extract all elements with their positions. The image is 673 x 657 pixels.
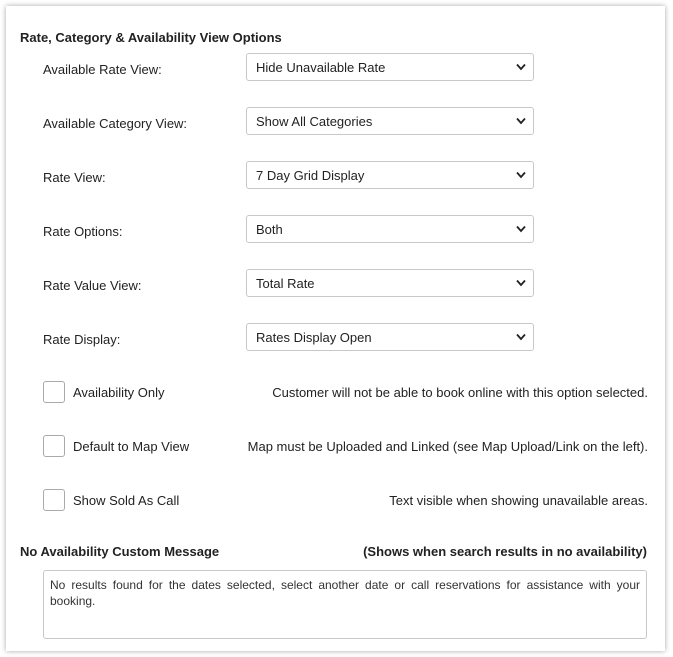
label-rate-display: Rate Display:: [43, 332, 121, 347]
default-map-view-checkbox[interactable]: [43, 435, 65, 457]
show-sold-as-call-label[interactable]: Show Sold As Call: [73, 493, 180, 508]
select-value: Both: [256, 222, 283, 237]
availability-only-note: Customer will not be able to book online with this option selected.: [272, 385, 648, 400]
default-map-view-note: Map must be Uploaded and Linked (see Map Upload/Link on the left).: [247, 439, 648, 454]
select-rate-display[interactable]: [246, 323, 534, 351]
default-map-view-label[interactable]: Default to Map View: [73, 439, 190, 454]
chevron-down-icon: [516, 171, 526, 179]
select-rate-view[interactable]: [246, 161, 534, 189]
select-rate-options[interactable]: [246, 215, 534, 243]
chevron-down-icon: [516, 279, 526, 287]
label-available-category-view: Available Category View:: [43, 116, 188, 131]
show-sold-as-call-note: Text visible when showing unavailable areas.: [389, 493, 648, 508]
label-rate-view: Rate View:: [43, 170, 106, 185]
label-rate-value-view: Rate Value View:: [43, 278, 142, 293]
select-rate-value-view[interactable]: [246, 269, 534, 297]
chevron-down-icon: [516, 117, 526, 125]
option-default-map-view: [43, 435, 648, 461]
section-title-no-availability: No Availability Custom Message: [20, 544, 220, 559]
select-value: Hide Unavailable Rate: [256, 60, 386, 75]
select-value: Show All Categories: [256, 114, 373, 129]
select-value: Total Rate: [256, 276, 315, 291]
availability-only-checkbox[interactable]: [43, 381, 65, 403]
view-options-panel: [6, 6, 665, 651]
label-rate-options: Rate Options:: [43, 224, 123, 239]
select-value: 7 Day Grid Display: [256, 168, 365, 183]
option-availability-only: [43, 381, 648, 407]
no-availability-hint: (Shows when search results in no availability): [363, 544, 647, 559]
label-available-rate-view: Available Rate View:: [43, 62, 162, 77]
chevron-down-icon: [516, 333, 526, 341]
section-title-view-options: Rate, Category & Availability View Options: [20, 30, 282, 45]
chevron-down-icon: [516, 225, 526, 233]
select-available-rate-view[interactable]: [246, 53, 534, 81]
chevron-down-icon: [516, 63, 526, 71]
select-value: Rates Display Open: [256, 330, 372, 345]
show-sold-as-call-checkbox[interactable]: [43, 489, 65, 511]
no-availability-message-textarea[interactable]: No results found for the dates selected, select another date or call reservations for assistance with your booking.: [43, 570, 647, 639]
availability-only-label[interactable]: Availability Only: [73, 385, 165, 400]
select-available-category-view[interactable]: [246, 107, 534, 135]
option-show-sold-as-call: [43, 489, 648, 515]
